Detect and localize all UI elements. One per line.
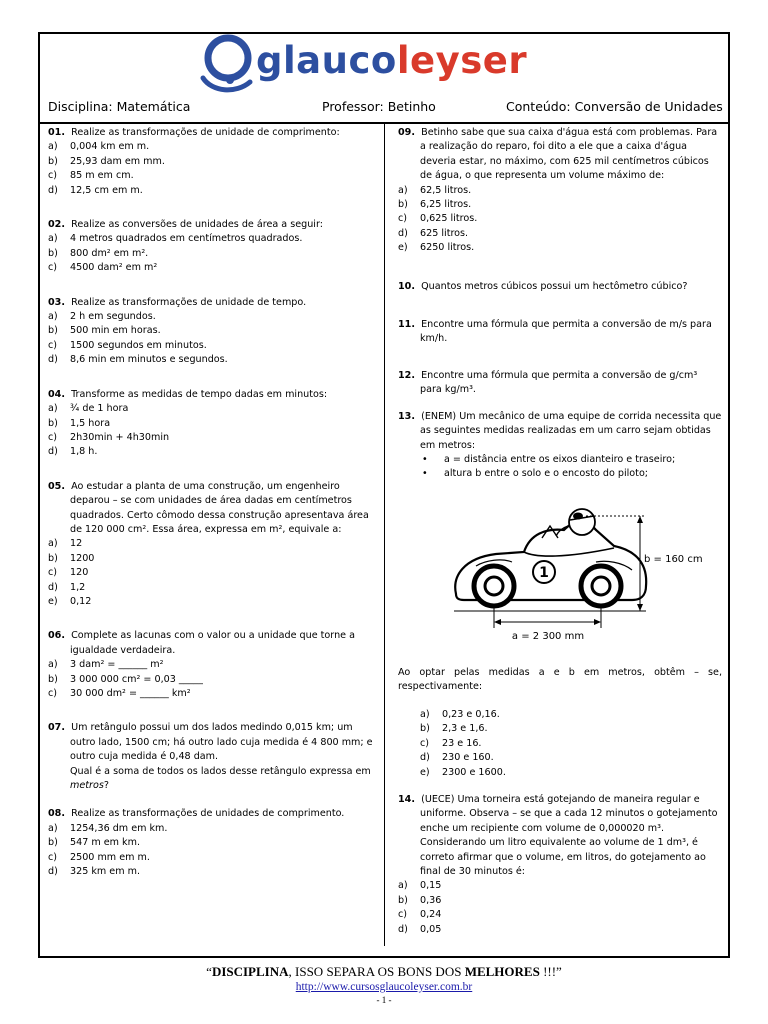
option: d) 12,5 cm em m. bbox=[48, 184, 143, 196]
question-05 bbox=[48, 480, 374, 610]
question-text-continued: Qual é a soma de todos os lados desse retângulo expressa em metros? bbox=[70, 765, 371, 792]
option: a) 2 h em segundos. bbox=[48, 311, 156, 323]
option: b) 1,5 hora bbox=[48, 417, 111, 429]
option: b) 800 dm² em m². bbox=[48, 247, 149, 259]
question-13 bbox=[398, 410, 722, 482]
option: d) 325 km em m. bbox=[48, 866, 141, 878]
option: d) 8,6 min em minutos e segundos. bbox=[48, 354, 228, 366]
option: e) 0,12 bbox=[48, 595, 92, 607]
footer-motto: “DISCIPLINA, ISSO SEPARA OS BONS DOS MELHORES !!!” bbox=[206, 964, 562, 979]
question-text: Realize as conversões de unidades de área a seguir: bbox=[71, 219, 323, 231]
question-text: Encontre uma fórmula que permita a conversão de g/cm³ para kg/m³. bbox=[420, 369, 698, 396]
question-text: Betinho sabe que sua caixa d'água está com problemas. Para a realização do reparo, foi dito a ele que a caixa d'água deveria estar, no máximo, com 625 mil centímetros cúbicos de água, o que representa um volume máximo de: bbox=[420, 127, 718, 182]
question-text: Quantos metros cúbicos possui um hectômetro cúbico? bbox=[421, 280, 688, 292]
option: b) 6,25 litros. bbox=[398, 199, 472, 211]
option: b) 25,93 dam em mm. bbox=[48, 155, 165, 167]
option: a) 12 bbox=[48, 538, 83, 550]
question-text: (ENEM) Um mecânico de uma equipe de corrida necessita que as seguintes medidas realizadas em um carro sejam obtidas em metros: bbox=[420, 410, 722, 451]
question-03 bbox=[48, 296, 374, 368]
option: c) 23 e 16. bbox=[420, 737, 482, 749]
option: a) 62,5 litros. bbox=[398, 184, 472, 196]
race-car-figure bbox=[446, 496, 716, 646]
logo-word-part2: leyser bbox=[396, 39, 528, 82]
option: d) 230 e 160. bbox=[420, 752, 494, 764]
question-06 bbox=[48, 629, 374, 701]
question-14 bbox=[398, 793, 722, 937]
option: a) 0,004 km em m. bbox=[48, 141, 150, 153]
option: b) 3 000 000 cm² = 0,03 _____ bbox=[48, 673, 203, 685]
question-11 bbox=[398, 318, 722, 347]
option: a) 0,15 bbox=[398, 880, 442, 892]
header-disciplina: Disciplina: Matemática bbox=[48, 99, 191, 114]
question-10 bbox=[398, 280, 722, 294]
option: a) 1254,36 dm em km. bbox=[48, 822, 168, 834]
question-text: Realize as transformações de unidades de comprimento. bbox=[71, 808, 345, 820]
question-number: 01. bbox=[48, 127, 65, 138]
option: a) 3 dam² = ______ m² bbox=[48, 659, 164, 671]
question-number: 09. bbox=[398, 127, 415, 138]
question-text: Realize as transformações de unidade de tempo. bbox=[71, 296, 307, 308]
bullet-item: • a = distância entre os eixos dianteiro e traseiro; bbox=[422, 453, 676, 465]
question-text: Encontre uma fórmula que permita a conversão de m/s para km/h. bbox=[420, 319, 712, 345]
question-text: Complete as lacunas com o valor ou a unidade que torne a igualdade verdadeira. bbox=[70, 630, 355, 656]
option: a) 4 metros quadrados em centímetros quadrados. bbox=[48, 233, 303, 245]
question-number: 13. bbox=[398, 410, 415, 422]
option: c) 120 bbox=[48, 567, 89, 579]
bullet-item: • altura b entre o solo e o encosto do piloto; bbox=[422, 468, 649, 480]
option: a) ¾ de 1 hora bbox=[48, 403, 129, 415]
option: c) 2500 mm em m. bbox=[48, 851, 150, 863]
question-02 bbox=[48, 218, 374, 276]
question-number: 03. bbox=[48, 296, 65, 308]
option: d) 0,05 bbox=[398, 923, 442, 935]
footer-website-link[interactable]: http://www.cursosglaucoleyser.com.br bbox=[295, 981, 473, 993]
question-number: 02. bbox=[48, 219, 65, 231]
option: c) 4500 dam² em m² bbox=[48, 262, 158, 274]
question-text: Ao estudar a planta de uma construção, um engenheiro deparou – se com unidades de área dadas em centímetros quadrados. Certo cômodo dessa construção apresentava área de 120 000 cm². Essa área, expressa em m², equivale a: bbox=[70, 480, 369, 535]
question-number: 14. bbox=[398, 794, 415, 805]
question-number: 05. bbox=[48, 480, 65, 492]
option: b) 1200 bbox=[48, 552, 95, 564]
option: b) 0,36 bbox=[398, 894, 442, 906]
question-08 bbox=[48, 807, 374, 879]
question-09 bbox=[398, 126, 722, 256]
question-text: Um retângulo possui um dos lados medindo 0,015 km; um outro lado, 1500 cm; há outro lado cuja medida é 4 800 mm; e outro cuja medida é 0,48 dam. bbox=[70, 722, 373, 763]
question-number: 08. bbox=[48, 808, 65, 820]
question-04 bbox=[48, 388, 374, 460]
page-footer bbox=[0, 964, 768, 1006]
worksheet-header bbox=[46, 96, 726, 118]
question-07 bbox=[48, 721, 374, 793]
option: c) 85 m em cm. bbox=[48, 170, 134, 182]
option: c) 1500 segundos em minutos. bbox=[48, 339, 207, 351]
question-number: 11. bbox=[398, 319, 415, 331]
option: c) 30 000 dm² = ______ km² bbox=[48, 688, 191, 699]
option: b) 2,3 e 1,6. bbox=[420, 723, 488, 735]
option: b) 547 m em km. bbox=[48, 837, 141, 849]
question-number: 07. bbox=[48, 722, 65, 734]
question-13-options bbox=[398, 708, 722, 780]
question-12 bbox=[398, 369, 722, 398]
question-01 bbox=[48, 126, 374, 198]
question-text: (UECE) Uma torneira está gotejando de maneira regular e uniforme. Observa – se que a cada 12 minutos o gotejamento enche um recipiente com volume de 0,000020 m³. Considerando um litro equivalente ao volume de 1 dm³, é correto afirmar que o volume, em litros, do gotejamento ao final de 30 minutos é: bbox=[420, 794, 718, 878]
logo-word-part1: glauco bbox=[256, 39, 397, 82]
car-number: 1 bbox=[539, 565, 549, 581]
dimension-label-b: b = 160 cm bbox=[644, 554, 703, 565]
question-number: 04. bbox=[48, 388, 65, 400]
option: c) 2h30min + 4h30min bbox=[48, 431, 170, 443]
left-column bbox=[48, 126, 374, 879]
question-number: 10. bbox=[398, 280, 415, 292]
question-13-followup: Ao optar pelas medidas a e b em metros, obtêm – se, respectivamente: bbox=[398, 667, 722, 693]
question-text: Transforme as medidas de tempo dadas em minutos: bbox=[71, 388, 328, 400]
dimension-label-a: a = 2 300 mm bbox=[511, 631, 585, 642]
question-number: 12. bbox=[398, 369, 415, 381]
option: c) 0,24 bbox=[398, 909, 442, 921]
option: d) 625 litros. bbox=[398, 227, 469, 239]
header-conteudo: Conteúdo: Conversão de Unidades bbox=[506, 99, 723, 114]
column-divider bbox=[384, 124, 385, 946]
question-text: Realize as transformações de unidade de comprimento: bbox=[71, 127, 340, 138]
option: d) 1,2 bbox=[48, 581, 86, 593]
page-number: - 1 - bbox=[376, 995, 392, 1005]
option: e) 2300 e 1600. bbox=[420, 766, 506, 778]
option: a) 0,23 e 0,16. bbox=[420, 709, 500, 720]
option: d) 1,8 h. bbox=[48, 446, 98, 458]
option: c) 0,625 litros. bbox=[398, 213, 478, 225]
option: b) 500 min em horas. bbox=[48, 325, 161, 337]
question-number: 06. bbox=[48, 630, 65, 642]
header-professor: Professor: Betinho bbox=[322, 99, 436, 114]
option: e) 6250 litros. bbox=[398, 242, 475, 254]
right-column bbox=[398, 126, 722, 482]
